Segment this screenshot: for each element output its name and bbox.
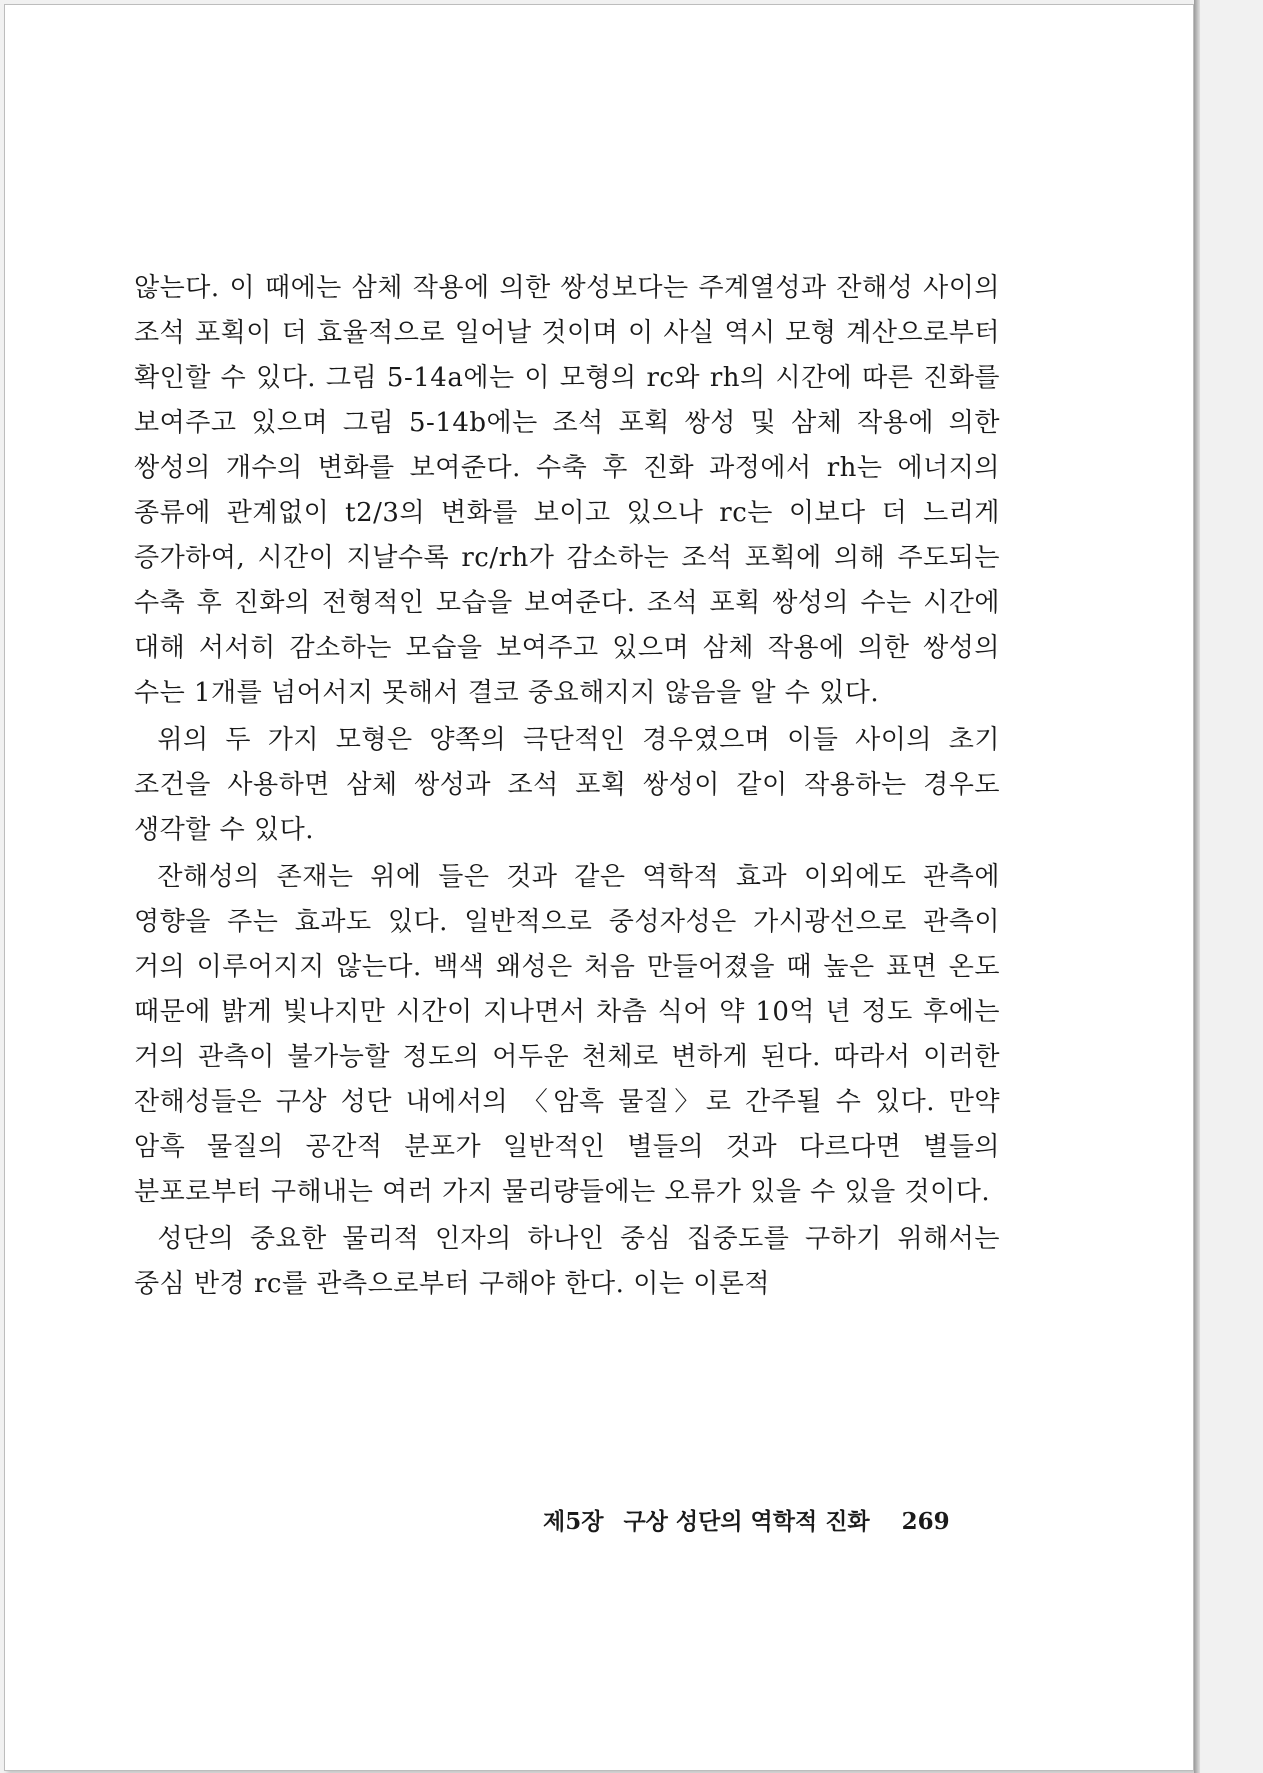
footer-title: 구상 성단의 역학적 진화: [623, 1508, 870, 1535]
paragraph-1: 않는다. 이 때에는 삼체 작용에 의한 쌍성보다는 주계열성과 잔해성 사이의 조석 포획이 더 효율적으로 일어날 것이며 이 사실 역시 모형 계산으로부터 확인할 수 있다. 그림 5-14a에는 이 모형의 rc와 rh의 시간에 따른 진화를 보여주고 있으며 그림 5-14b에는 조석 포획 쌍성 및 삼체 작용에 의한 쌍성의 개수의 변화를 보여준다. 수축 후 진화 과정에서 rh는 에너지의 종류에 관계없이 t2/3의 변화를 보이고 있으나 rc는 이보다 더 느리게 증가하여, 시간이 지날수록 rc/rh가 감소하는 조석 포획에 의해 주도되는 수축 후 진화의 전형적인 모습을 보여준다. 조석 포획 쌍성의 수는 시간에 대해 서서히 감소하는 모습을 보여주고 있으며 삼체 작용에 의한 쌍성의 수는 1개를 넘어서지 못해서 결코 중요해지지 않음을 알 수 있다.: [134, 273, 1000, 708]
page-edge-shadow: [1194, 0, 1200, 1773]
page-number: 269: [901, 1508, 950, 1535]
paragraph-2: 위의 두 가지 모형은 양쪽의 극단적인 경우였으며 이들 사이의 초기 조건을 사용하면 삼체 쌍성과 조석 포획 쌍성이 같이 작용하는 경우도 생각할 수 있다.: [134, 725, 1000, 845]
paragraph-3: 잔해성의 존재는 위에 들은 것과 같은 역학적 효과 이외에도 관측에 영향을 주는 효과도 있다. 일반적으로 중성자성은 가시광선으로 관측이 거의 이루어지지 않는다. 백색 왜성은 처음 만들어졌을 때 높은 표면 온도 때문에 밝게 빛나지만 시간이 지나면서 차츰 식어 약 10억 년 정도 후에는 거의 관측이 불가능할 정도의 어두운 천체로 변하게 된다. 따라서 이러한 잔해성들은 구상 성단 내에서의 〈암흑 물질〉로 간주될 수 있다. 만약 암흑 물질의 공간적 분포가 일반적인 별들의 것과 다르다면 별들의 분포로부터 구해내는 여러 가지 물리량들에는 오류가 있을 수 있을 것이다.: [134, 862, 1000, 1207]
paragraph-4: 성단의 중요한 물리적 인자의 하나인 중심 집중도를 구하기 위해서는 중심 반경 rc를 관측으로부터 구해야 한다. 이는 이론적: [134, 1224, 1000, 1299]
running-footer: [543, 1503, 975, 1536]
footer-chapter: 제5장: [543, 1508, 604, 1535]
book-page: [4, 4, 1194, 1771]
body-text: [134, 266, 1000, 1309]
